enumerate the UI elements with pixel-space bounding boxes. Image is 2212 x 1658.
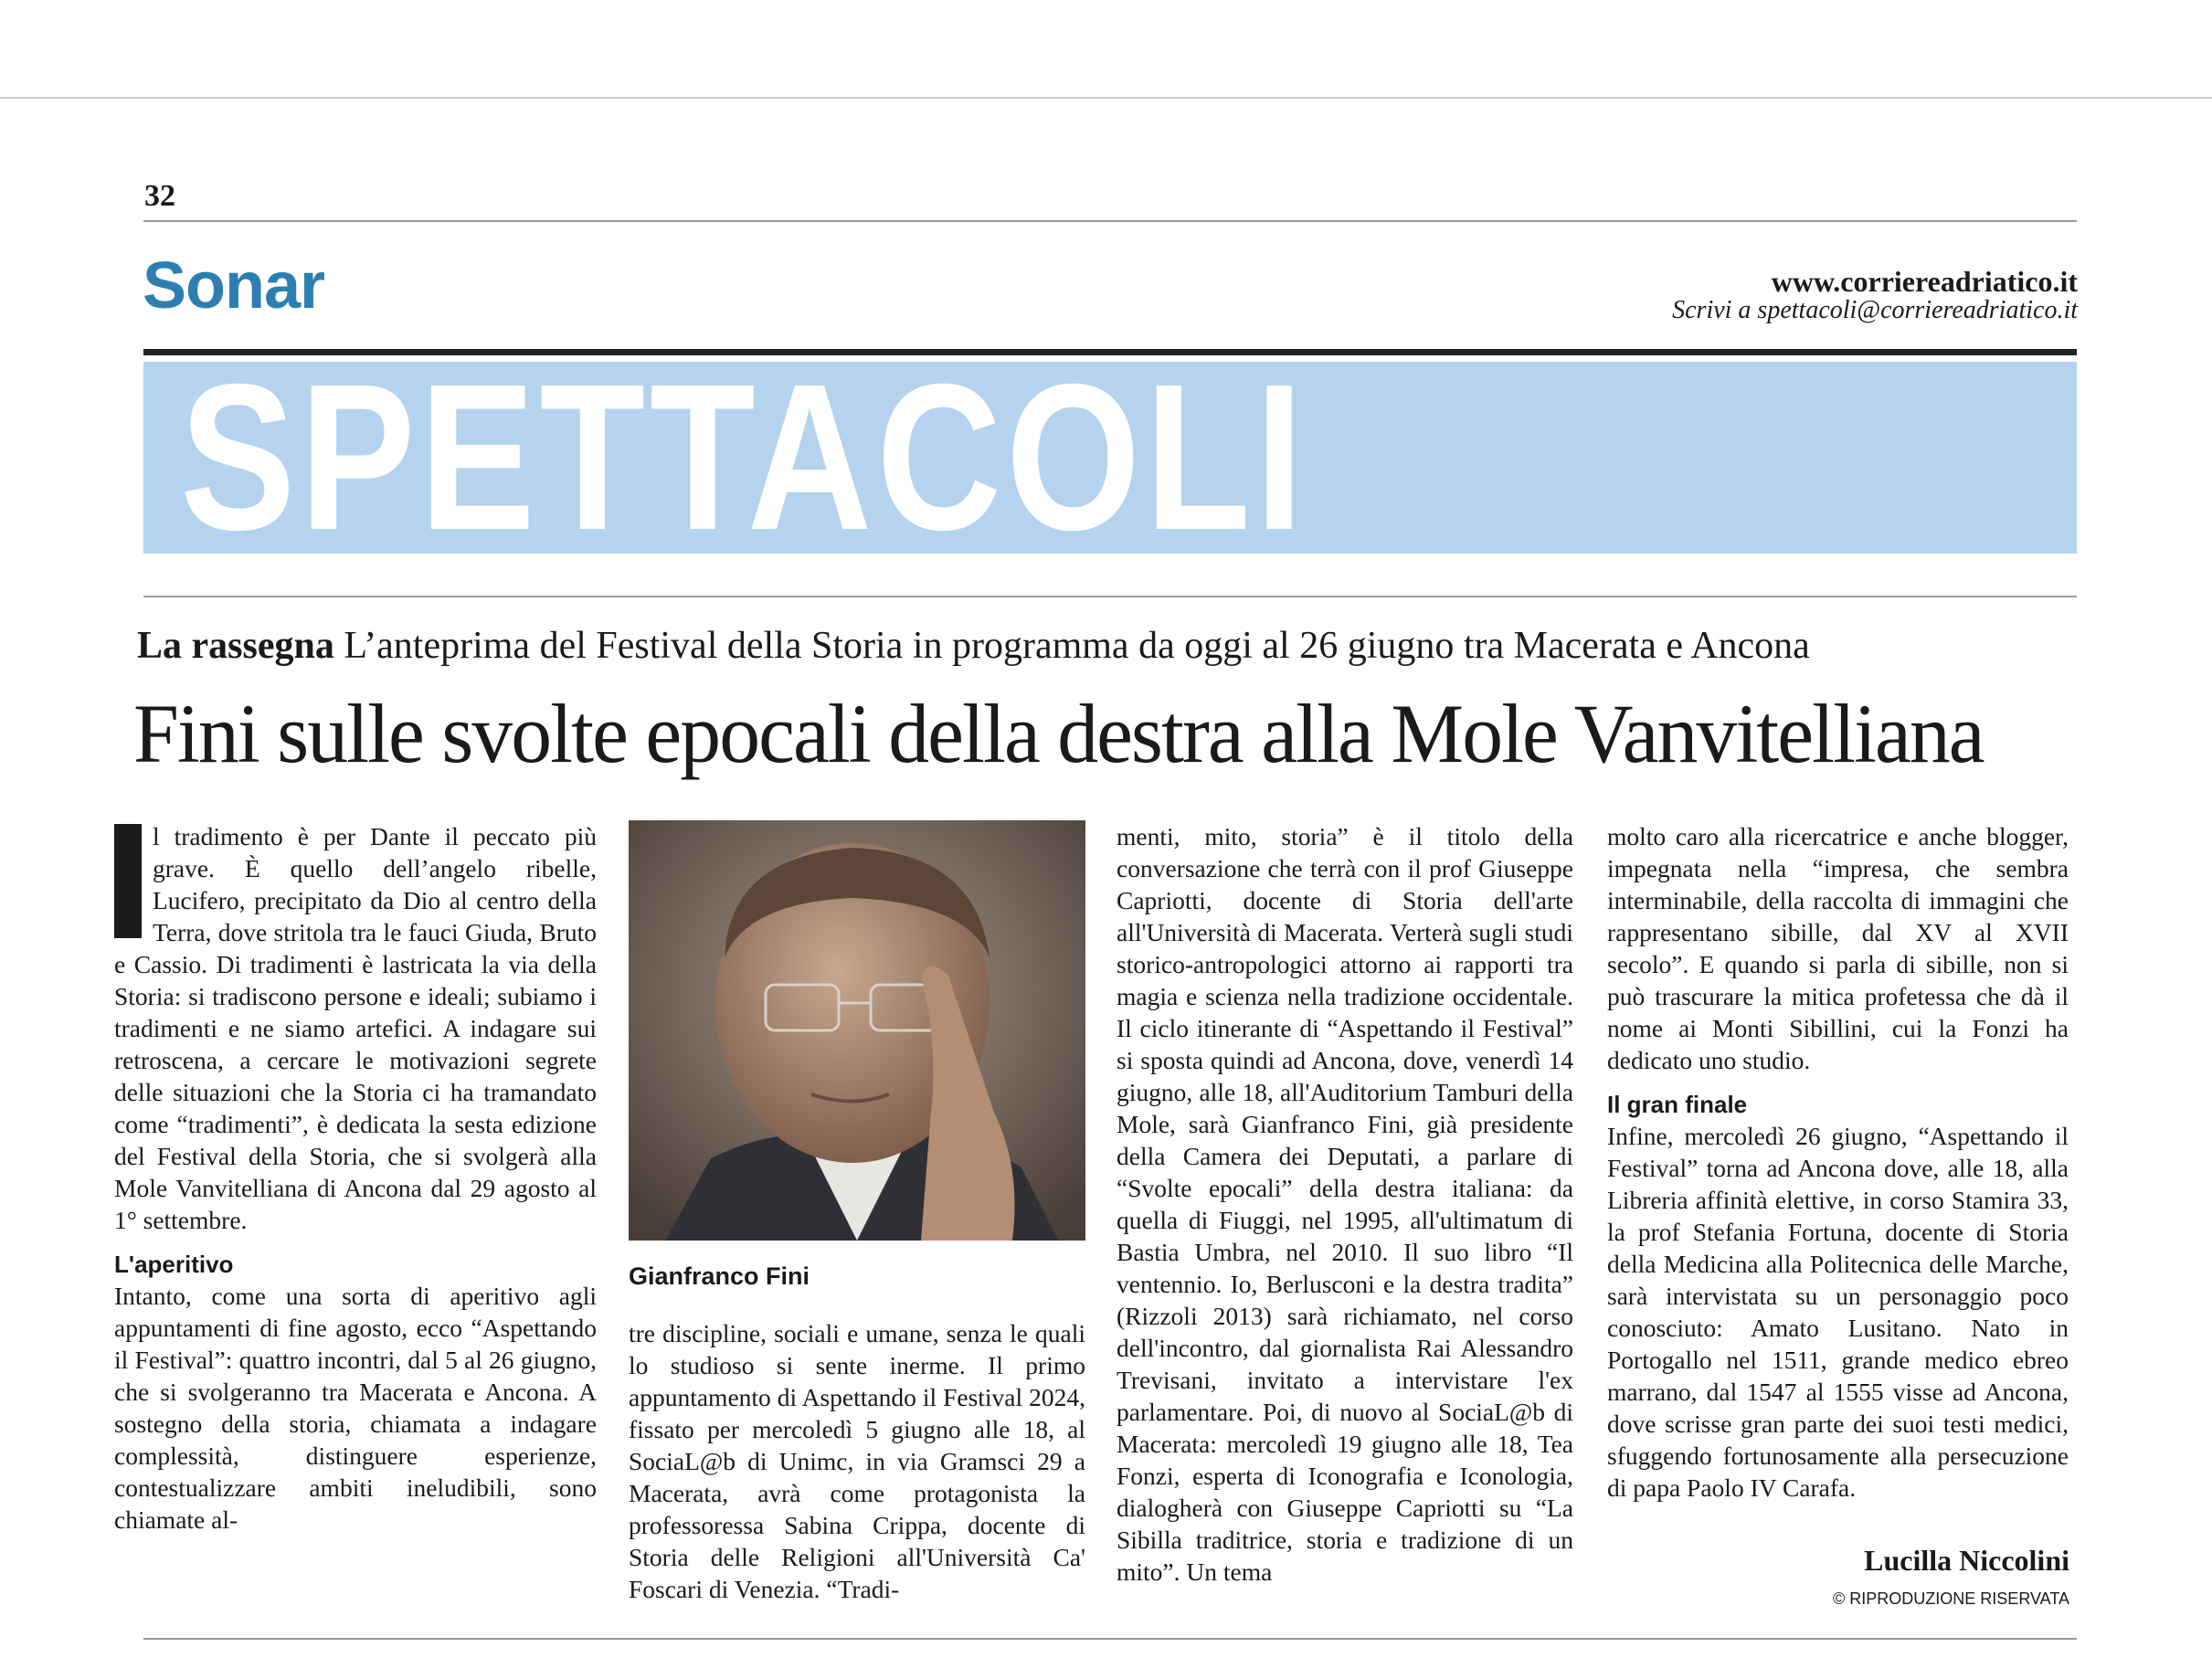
section-thick-rule (143, 349, 2077, 355)
banner-title: SPETTACOLI (180, 362, 1308, 554)
paragraph-col4-a: molto caro alla ricercatrice e anche blogger, impegnata nella “impresa, che sembra interminabile, della raccolta di immagini che rappresentano sibille, dal XV al XVII secolo”. E quando si parla di sibille, non si può trascurare la mitica profetessa che dà il nome ai Monti Sibillini, cui la Fonzi ha dedicato uno studio. (1607, 822, 2069, 1074)
header-rule (143, 220, 2077, 222)
kicker-text: L’anteprima del Festival della Storia in programma da oggi al 26 giugno tra Macerata e Ancona (333, 625, 1810, 667)
portrait-photo (629, 820, 1085, 1241)
paragraph-col4-b: Infine, mercoledì 26 giugno, “Aspettando il Festival” torna ad Ancona dove, alle 18, alla Libreria affinità elettive, in corso Stamira 33, la prof Stefania Fortuna, docente di Storia della Medicina alla Politecnica delle Marche, sarà intervistata su un personaggio poco conosciuto: Amato Lusitano. Nato in Portogallo nel 1511, grande medico ebreo marrano, dal 1547 al 1555 visse ad Ancona, dove scrisse gran parte dei suoi testi medici, sfuggendo fortunosamente alla persecuzione di papa Paolo IV Carafa. (1607, 1122, 2069, 1502)
page-number: 32 (144, 179, 175, 213)
subheading-gran-finale: Il gran finale (1607, 1091, 1748, 1118)
section-title: Sonar (143, 249, 325, 322)
article-column-3 (1117, 820, 1573, 1588)
photo-caption: Gianfranco Fini (629, 1262, 810, 1290)
article-column-2 (629, 1317, 1085, 1605)
subheading-aperitivo: L'aperitivo (114, 1251, 234, 1278)
paragraph-col2: tre discipline, sociali e umane, senza le quali lo studioso si sente inerme. Il primo appuntamento di Aspettando il Festival 2024, fissato per mercoledì 5 giugno alle 18, al SociaL@b di Unimc, in via Gramsci 29 a Macerata, avrà come protagonista la professoressa Sabina Crippa, docente di Storia delle Religioni all'Università Ca' Foscari di Venezia. “Tradi- (629, 1319, 1085, 1603)
contact-email[interactable]: Scrivi a spettacoli@corriereadriatico.it (1672, 296, 2078, 324)
spettacoli-banner (143, 362, 2077, 554)
article-column-4 (1607, 820, 2069, 1504)
article-headline: Fini sulle svolte epocali della destra alla Mole Vanvitelliana (133, 687, 1984, 780)
paragraph-col3: menti, mito, storia” è il titolo della conversazione che terrà con il prof Giuseppe Capriotti, docente di Storia dell'arte all'Università di Macerata. Verterà sugli studi storico-antropologici attorno ai rapporti tra magia e scienza nella tradizione occidentale. Il ciclo itinerante di “Aspettando il Festival” si sposta quindi ad Ancona, dove, venerdì 14 giugno, alle 18, all'Auditorium Tamburi della Mole, sarà Gianfranco Fini, già presidente della Camera dei Deputati, a parlare di “Svolte epocali” della destra italiana: da quella di Fiuggi, nel 1995, all'ultimatum di Bastia Umbra, nel 2010. Il suo libro “Il ventennio. Io, Berlusconi e la destra tradita” (Rizzoli 2013) sarà richiamato, nel corso dell'incontro, dal giornalista Rai Alessandro Trevisani, invitato a intervistare l'ex parlamentare. Poi, di nuovo al SociaL@b di Macerata: mercoledì 19 giugno alle 18, Tea Fonzi, esperta di Iconografia e Iconologia, dialogherà con Giuseppe Capriotti su “La Sibilla traditrice, storia e tradizione di un mito”. Un tema (1117, 822, 1573, 1586)
paragraph-aperitivo: Intanto, come una sorta di aperitivo agli appuntamenti di fine agosto, ecco “Aspettando il Festival”: quattro incontri, dal 5 al 26 giugno, che si svolgeranno tra Macerata e Ancona. A sostegno della storia, chiamata a indagare complessità, distinguere esperienze, contestualizzare ambiti ineludibili, sono chiamate al- (114, 1282, 597, 1534)
website-link[interactable]: www.corriereadriatico.it (1771, 265, 2078, 298)
article-column-1 (114, 820, 597, 1536)
top-scan-rule (0, 97, 2212, 99)
portrait-illustration (629, 820, 1085, 1241)
paragraph-intro: l tradimento è per Dante il peccato più grave. È quello dell’angelo ribelle, Lucifero, precipitato da Dio al centro della Terra, dove stritola tra le fauci Giuda, Bruto e Cassio. Di tradimenti è lastricata la via della Storia: si tradiscono persone e ideali; subiamo i tradimenti e ne siamo artefici. A indagare sui retroscena, a cercare le motivazioni segrete delle situazioni che la Storia ci ha tramandato come “tradimenti”, è dedicata la sesta edizione del Festival della Storia, che si svolgerà alla Mole Vanvitelliana di Ancona dal 29 agosto al 1° settembre. (114, 822, 597, 1234)
kicker-label: La rassegna (137, 625, 334, 667)
article-kicker (137, 624, 1810, 668)
bottom-rule (143, 1638, 2077, 1640)
copyright-notice: © RIPRODUZIONE RISERVATA (1833, 1589, 2069, 1608)
author-byline: Lucilla Niccolini (1864, 1544, 2069, 1577)
banner-bottom-rule (143, 596, 2077, 597)
drop-cap (114, 824, 142, 938)
